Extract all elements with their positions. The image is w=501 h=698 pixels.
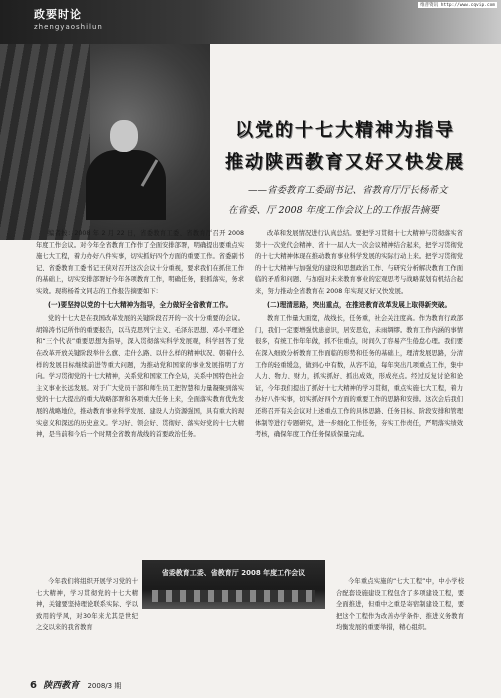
body-paragraph: 改革和发展情况进行认真总结。要把学习贯彻十七大精神与贯彻落实省第十一次党代会精神、省十一届人大一次会议精神结合起来，把学习贯彻党的十七大精神体现在推动教育事业科学发展的实际行动上来。把学习贯彻党的十七大精神与加强党的建设和思想政治工作、与研究分析解决教育工作面临的矛盾和问题、与加强对未来教育事业的宏观思考与战略谋划有机结合起来，努力推动全省教育在 2008 年实现又好又快发展。: [255, 230, 463, 295]
lower-left-text: [36, 576, 138, 634]
left-column: [36, 228, 244, 442]
source-site: 维普资讯 http://www.cqvip.com: [420, 3, 495, 8]
editor-note: 编者按：2008 年 2 月 22 日，省委教育工委、省教育厅召开 2008 年度工作会议。对今年全省教育工作作了全面安排部署，明确提出要重点实施七大工程，着力办好八件实事，切实抓好四个方面的重要工作。省委副书记、省委教育工委书记王侠对召开这次会议十分重视，要求我们在抓住工作的基础上，切实安排部署好今年各项教育工作，明确任务，狠抓落实，务求实效。现将杨希文同志的工作报告摘要如下：: [36, 230, 244, 295]
speaker-head: [110, 120, 138, 152]
article-subtitle-line2: 在省委、厅 2008 年度工作会议上的工作报告摘要: [228, 205, 439, 216]
right-column: [255, 228, 463, 442]
meeting-photo: [142, 560, 325, 609]
body-paragraph: 教育工作量大面宽，战线长，任务重，社会关注度高。作为教育行政部门，我们一定要增强忧患意识，居安思危，未雨绸缪。教育工作内涵的事情很多，有统工作年年做，抓不住重点，时间久了容易产生倦怠心理。我们要在深入细致分析教育工作面临的形势和任务的基础上，理清发展思路，分清工作的轻重缓急，做到心中有数，从容不迫，每年突出几项重点工作，集中人力、物力、财力，抓实抓好、抓出成效，形成亮点。经过反复讨论和论证，今年我们提出了抓好十七大精神的学习贯彻，重点实施七大工程，着力办好八件实事，切实抓好四个方面的重要工作的思路和安排。这次会后我们还将召开有关会议对上述重点工作的具体思路、任务目标、阶段安排和管理体制等进行专题研究，进一步细化工作任务，夯实工作责任，严明落实绩效考核，确保年度工作任务保质保量完成。: [255, 315, 463, 439]
issue-number: 2008/3 期: [87, 682, 122, 690]
body-paragraph: 今年我们将组织开展学习党的十七大精神，学习贯彻党的十七大精神，关键要坚持理论联系实际、学以致用的学风，对30年来尤其是世纪之交以来的我省教育: [36, 578, 138, 632]
lower-right-text: [336, 576, 464, 634]
article-title-line2: 推动陕西教育又好又快发展: [225, 152, 465, 173]
column-header-band: [0, 0, 501, 44]
article-title-line1: 以党的十七大精神为指导: [235, 120, 455, 141]
section-heading-2: (二)理清思路，突出重点，在推进教育改革发展上取得新突破。: [267, 300, 452, 309]
body-paragraph: 今年重点实施的“七大工程”中，中小学校合配套设施建设工程包含了多项建设工程，要全面推进，但重中之重是寄宿制建设工程，要把这个工程作为改善办学条件、推进义务教育均衡发展的重要举措，精心组织。: [336, 578, 464, 632]
magazine-name: 陕西教育: [43, 681, 80, 691]
page-number: 6: [30, 680, 37, 691]
meeting-banner: 省委教育工委、省教育厅 2008 年度工作会议: [161, 569, 306, 577]
body-paragraph: 党的十七大是在我国改革发展的关键阶段召开的一次十分重要的会议。胡锦涛书记所作的重要报告，以马克思列宁主义、毛泽东思想、邓小平理论和“三个代表”重要思想为指导，深入贯彻落实科学发展观，科学回答了党在改革开放关键阶段举什么旗、走什么路、以什么样的精神状况、朝着什么样的发展目标继续前进等重大问题，为推动党和国家的事业发展指明了方向。学习贯彻党的十七大精神，关系党和国家工作全局，关系中国特色社会主义事业长远发展。对于广大党员干部和师生员工把智慧和力量凝聚到落实党的十七大提出的重大战略部署和各项重大任务上来，全面落实教育优先发展的战略地位，推动教育事业科学发展、建设人力资源强国，具有重大的现实意义和深远的历史意义。学习好、领会好、贯彻好、落实好党的十七大精神，是当前和今后一个时期全省教育战线的首要政治任务。: [36, 315, 244, 439]
column-pinyin: zhengyaoshilun: [34, 23, 103, 31]
column-name: 政要时论: [34, 8, 82, 21]
article-subtitle-line1: ——省委教育工委副书记、省教育厅厅长杨希文: [248, 185, 448, 196]
meeting-attendees: [152, 590, 315, 602]
section-heading-1: (一)要坚持以党的十七大精神为指导，全力做好全省教育工作。: [48, 300, 233, 309]
page-footer: [30, 678, 121, 691]
flag-background: [0, 44, 90, 240]
